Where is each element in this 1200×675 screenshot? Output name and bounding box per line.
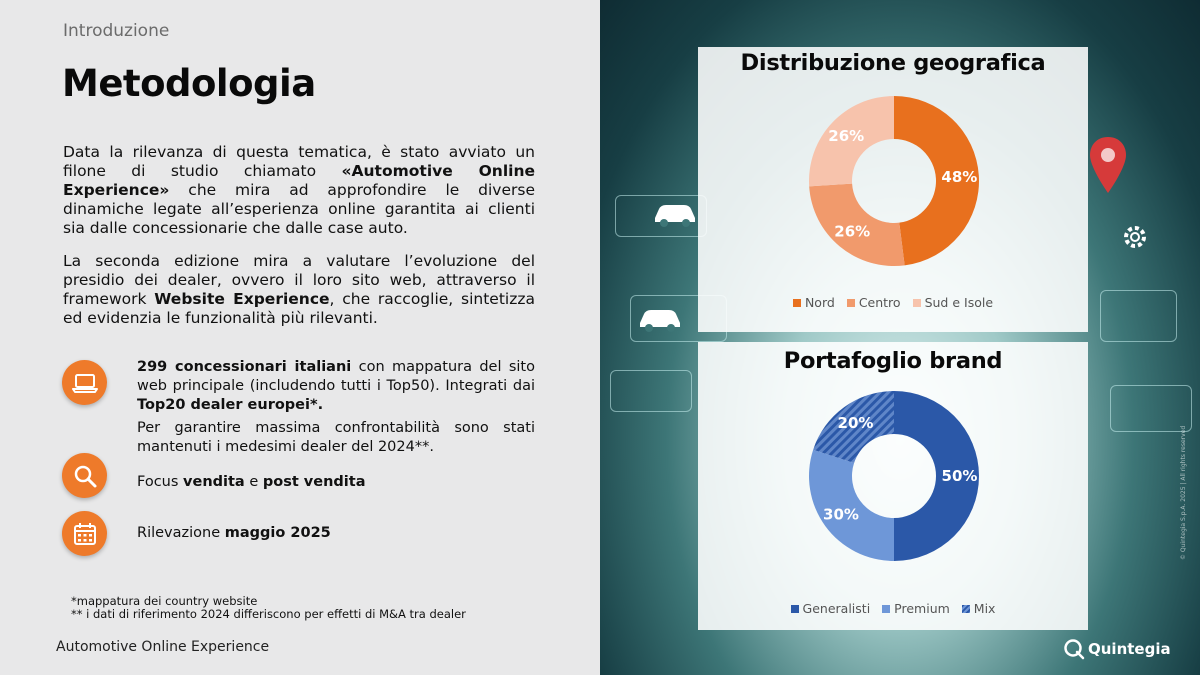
geo-donut-chart — [808, 95, 980, 267]
legend-swatch-nord — [793, 299, 801, 307]
legend-label-sud: Sud e Isole — [924, 295, 994, 310]
second-text-2: , che raccoglie, sintetizza ed evidenzia le funzionalità più rilevanti. — [63, 290, 535, 327]
legend-item-premium — [882, 601, 950, 616]
data-label-premium: 30% — [823, 505, 859, 524]
data-label-generalisti: 50% — [941, 467, 978, 485]
legend-swatch-mix — [962, 605, 970, 613]
second-paragraph — [63, 252, 535, 328]
legend-item-centro — [847, 295, 901, 310]
brand-donut-chart — [808, 390, 980, 562]
feature-survey-text: Rilevazione — [137, 525, 225, 541]
legend-item-nord — [793, 295, 835, 310]
feature-focus-and: e — [244, 474, 263, 490]
feature-focus — [137, 473, 535, 492]
feature-focus-bold-1: vendita — [183, 474, 245, 490]
right-panel — [600, 0, 1200, 675]
quintegia-logo-icon — [1063, 638, 1085, 660]
intro-text-2: che mira ad approfondire le diverse dinamiche legate all’esperienza online garantita ai clienti sia dalle concessionarie che dalle case auto. — [63, 181, 535, 237]
legend-item-generalisti — [791, 601, 871, 616]
data-label-mix: 20% — [837, 414, 874, 433]
geo-legend — [698, 295, 1088, 310]
magnifier-icon — [62, 453, 107, 498]
legend-swatch-centro — [847, 299, 855, 307]
legend-swatch-generalisti — [791, 605, 799, 613]
brand-legend — [698, 601, 1088, 616]
legend-label-generalisti: Generalisti — [802, 601, 871, 616]
legend-swatch-premium — [882, 605, 890, 613]
footnote-1: *mappatura dei country website — [71, 594, 258, 608]
decor-frame — [610, 370, 692, 412]
feature-focus-bold-2: post vendita — [262, 474, 366, 490]
second-text-1: La seconda edizione mira a valutare l’evoluzione del presidio dei dealer, ovvero il loro sito web, attraverso il framework — [63, 252, 535, 308]
feature-dealers — [137, 358, 535, 415]
geo-chart-title: Distribuzione geografica — [740, 50, 1046, 76]
data-label-nord: 48% — [941, 167, 978, 186]
legend-label-centro: Centro — [858, 295, 901, 310]
feature-dealers-text: con mappatura del sito web principale (includendo tutti i Top50). Integrati dai — [137, 359, 535, 394]
map-pin-icon — [1088, 135, 1128, 195]
data-label-sud-e-isole: 26% — [828, 127, 865, 146]
decor-frame — [1100, 290, 1177, 342]
intro-bold: «Automotive Online Experience» — [63, 162, 535, 199]
feature-dealers-note: Per garantire massima confrontabilità sono stati mantenuti i medesimi dealer del 2024**. — [137, 420, 535, 455]
quintegia-logo-text: Quintegia — [1088, 640, 1171, 658]
quintegia-logo — [1063, 638, 1171, 660]
car-icon — [635, 303, 685, 333]
data-label-centro: 26% — [834, 222, 871, 241]
feature-dealers-bold: 299 concessionari italiani — [137, 359, 352, 375]
feature-survey — [137, 524, 535, 543]
feature-survey-bold: maggio 2025 — [224, 525, 331, 541]
gear-icon — [1120, 222, 1150, 252]
car-icon — [650, 198, 700, 228]
feature-dealers-bold-2: Top20 dealer europei*. — [137, 397, 324, 413]
footer-label: Automotive Online Experience — [56, 639, 270, 655]
brand-chart-card — [698, 342, 1088, 630]
legend-label-premium: Premium — [894, 601, 950, 616]
intro-paragraph — [63, 143, 535, 238]
copyright-vertical: © Quintegia S.p.A. 2025 | All rights reserved — [1180, 425, 1187, 560]
legend-label-mix: Mix — [973, 601, 996, 616]
legend-item-sud — [913, 295, 993, 310]
laptop-icon — [62, 360, 107, 405]
second-bold: Website Experience — [154, 290, 330, 308]
intro-text-1: Data la rilevanza di questa tematica, è stato avviato un filone di studio chiamato — [63, 143, 535, 180]
feature-focus-text: Focus — [137, 474, 184, 490]
calendar-icon — [62, 511, 107, 556]
legend-swatch-sud — [913, 299, 921, 307]
legend-label-nord: Nord — [804, 295, 835, 310]
geo-chart-card — [698, 47, 1088, 332]
footnote-2: ** i dati di riferimento 2024 differiscono per effetti di M&A tra dealer — [71, 607, 466, 621]
legend-item-mix — [962, 601, 996, 616]
section-label: Introduzione — [63, 21, 170, 41]
page-title: Metodologia — [62, 62, 316, 105]
brand-chart-title: Portafoglio brand — [783, 348, 1003, 374]
